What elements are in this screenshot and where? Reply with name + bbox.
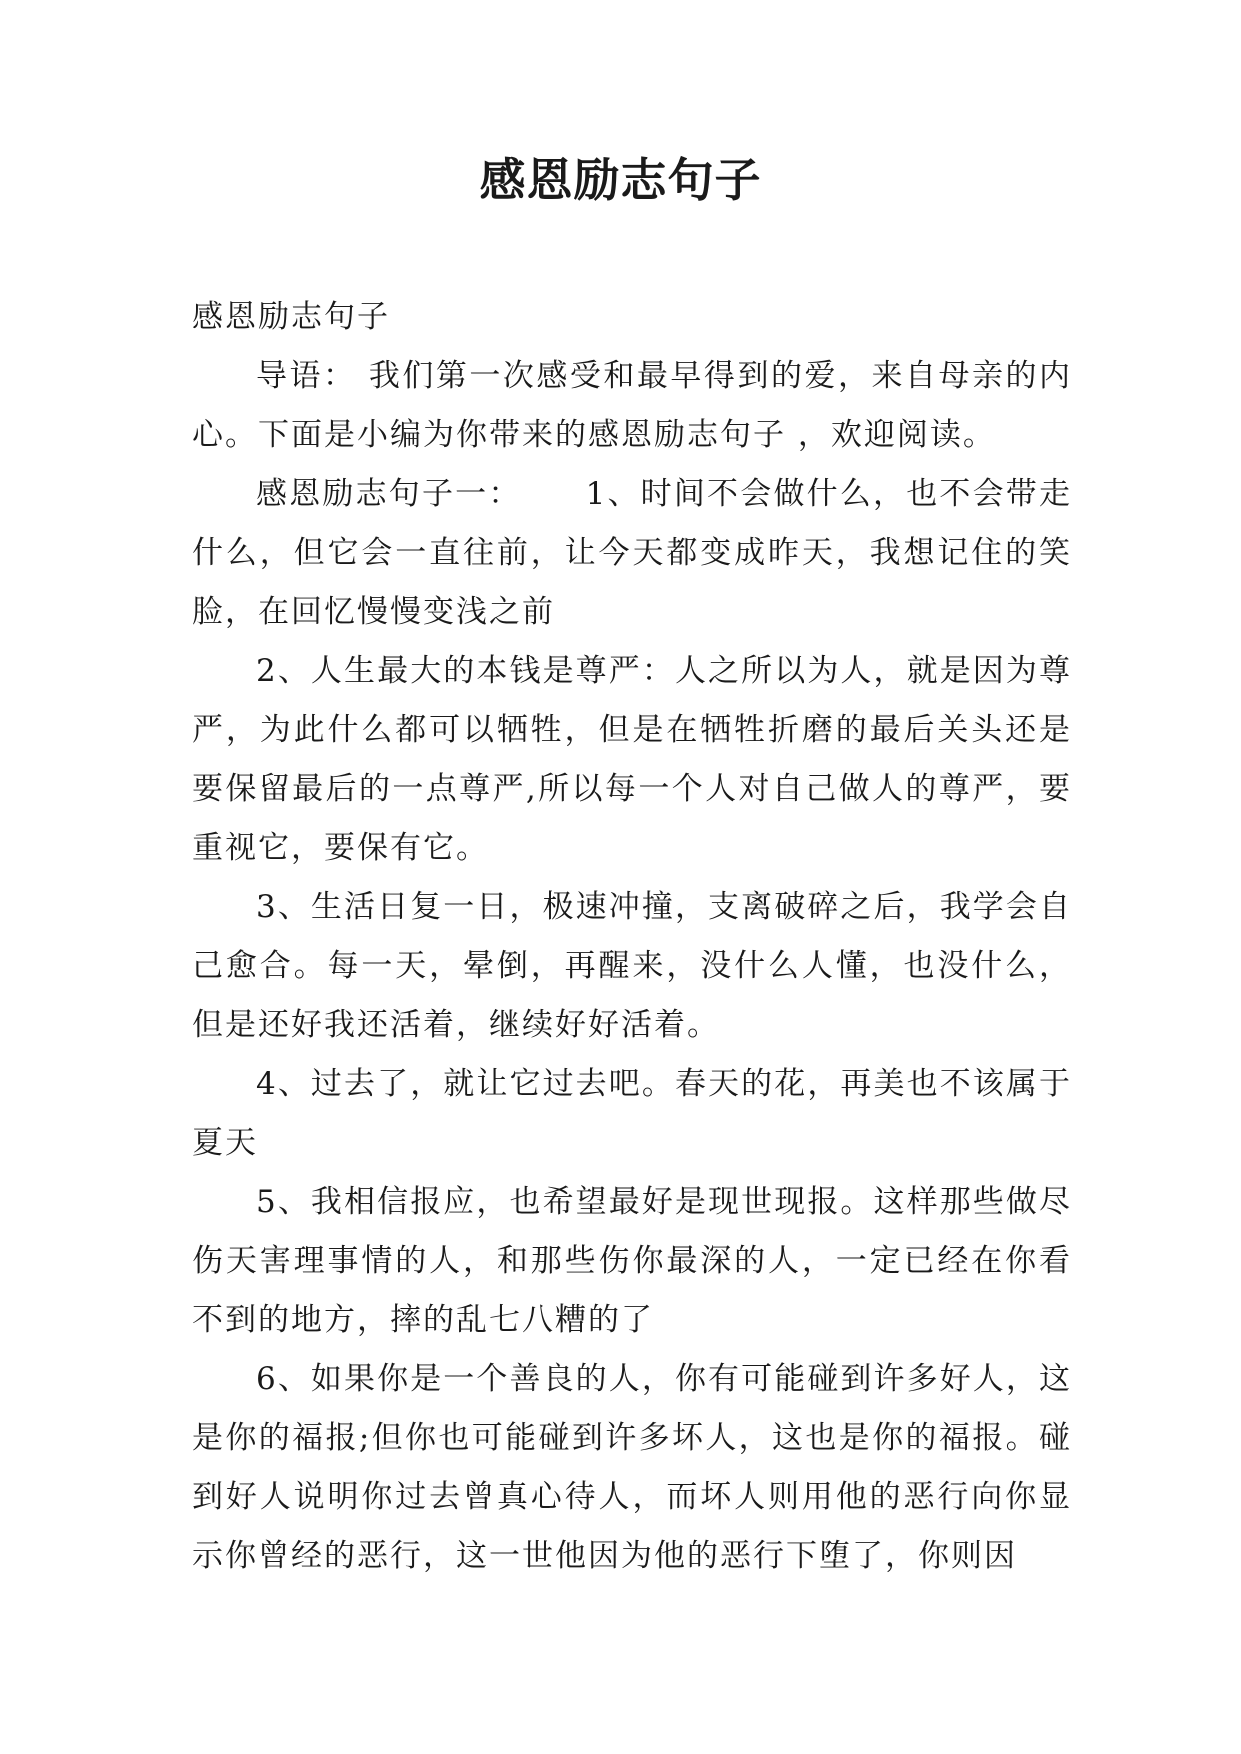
document-body — [192, 288, 1072, 1586]
paragraph-item-5: 5、我相信报应，也希望最好是现世现报。这样那些做尽伤天害理事情的人，和那些伤你最深的人，一定已经在你看不到的地方，摔的乱七八糟的了 — [192, 1184, 1072, 1338]
paragraph-intro: 导语： 我们第一次感受和最早得到的爱，来自母亲的内心。下面是小编为你带来的感恩励志句子 ，欢迎阅读。 — [192, 358, 1072, 453]
paragraph-item-3: 3、生活日复一日，极速冲撞，支离破碎之后，我学会自己愈合。每一天，晕倒，再醒来，没什么人懂，也没什么，但是还好我还活着，继续好好活着。 — [192, 889, 1072, 1043]
document-subtitle: 感恩励志句子 — [192, 299, 390, 335]
paragraph-item-4: 4、过去了，就让它过去吧。春天的花，再美也不该属于夏天 — [192, 1066, 1072, 1161]
paragraph-item-2: 2、人生最大的本钱是尊严：人之所以为人，就是因为尊严，为此什么都可以牺牲，但是在牺牲折磨的最后关头还是要保留最后的一点尊严,所以每一个人对自己做人的尊严，要重视它，要保有它。 — [192, 653, 1072, 866]
item-1-text: 1、时间不会做什么，也不会带走什么，但它会一直往前，让今天都变成昨天，我想记住的笑脸，在回忆慢慢变浅之前 — [192, 476, 1072, 630]
document-title: 感恩励志句子 — [479, 153, 762, 207]
section-heading: 感恩励志句子一： — [256, 476, 522, 512]
paragraph-item-6: 6、如果你是一个善良的人，你有可能碰到许多好人，这是你的福报;但你也可能碰到许多坏人，这也是你的福报。碰到好人说明你过去曾真心待人，而坏人则用他的恶行向你显示你曾经的恶行，这一世他因为他的恶行下堕了，你则因 — [192, 1361, 1072, 1574]
paragraph-section-1 — [192, 465, 1072, 642]
